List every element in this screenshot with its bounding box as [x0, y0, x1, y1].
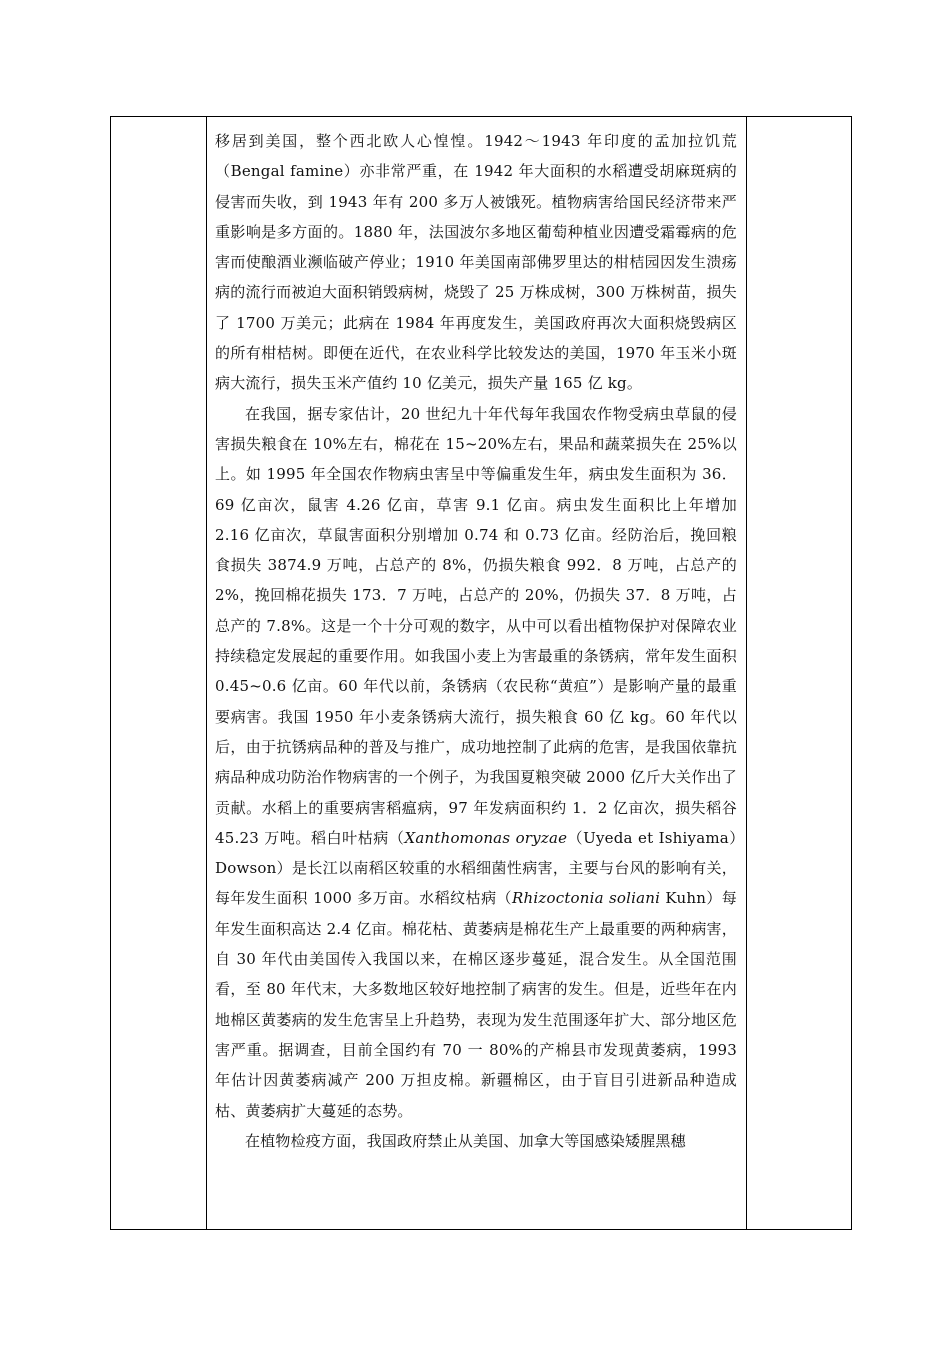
- paragraph-2-text-b: （Uyeda et Ishiyama）Dowson）是长江以南稻区较重的水稻细菌性病害，主要与台风的影响有关，每年发生面积 1000 多万亩。水稻纹枯病（: [215, 828, 737, 908]
- paragraph-3: [215, 1126, 737, 1156]
- paragraph-3-text: 在植物检疫方面，我国政府禁止从美国、加拿大等国感染矮腥黑穗: [245, 1131, 686, 1150]
- paragraph-2: [215, 399, 737, 1126]
- table-column-divider-left: [206, 117, 207, 1229]
- paragraph-1-text: 移居到美国，整个西北欧人心惶惶。1942～1943 年印度的孟加拉饥荒（Bengal famine）亦非常严重，在 1942 年大面积的水稻遭受胡麻斑病的侵害而失收，到 1943 年有 200 多万人被饿死。植物病害给国民经济带来严重影响是多方面的。1880 年，法国波尔多地区葡萄种植业因遭受霜霉病的危害而使酿酒业濒临破产停业；1910 年美国南部佛罗里达的柑桔园因发生溃疡病的流行而被迫大面积销毁病树，烧毁了 25 万株成树，300 万株树苗，损失了 1700 万美元；此病在 1984 年再度发生，美国政府再次大面积烧毁病区的所有柑桔树。即便在近代，在农业科学比较发达的美国，1970 年玉米小斑病大流行，损失玉米产值约 10 亿美元，损失产量 165 亿 kg。: [215, 132, 737, 393]
- table-column-divider-right: [746, 117, 747, 1229]
- species-name-rhizoctonia: Rhizoctonia soliani: [512, 889, 661, 908]
- paragraph-2-text-c: Kuhn）每年发生面积高达 2.4 亿亩。棉花枯、黄萎病是棉花生产上最重要的两种病害，自 30 年代由美国传入我国以来，在棉区逐步蔓延，混合发生。从全国范围看，至 80 年代末，大多数地区较好地控制了病害的发生。但是，近些年在内地棉区黄萎病的发生危害呈上升趋势，表现为发生范围逐年扩大、部分地区危害严重。据调查，目前全国约有 70 一 80%的产棉县市发现黄萎病，1993 年估计因黄萎病减产 200 万担皮棉。新疆棉区，由于盲目引进新品种造成枯、黄萎病扩大蔓延的态势。: [215, 889, 738, 1120]
- species-name-xanthomonas: Xanthomonas oryzae: [404, 828, 568, 847]
- document-table: [110, 116, 852, 1230]
- paragraph-1: [215, 126, 737, 399]
- paragraph-2-text-a: 在我国，据专家估计，20 世纪九十年代每年我国农作物受病虫草鼠的侵害损失粮食在 10%左右，棉花在 15~20%左右，果品和蔬菜损失在 25%以上。如 1995 年全国农作物病虫害呈中等偏重发生年，病虫发生面积为 36．69 亿亩次，鼠害 4.26 亿亩，草害 9.1 亿亩。病虫发生面积比上年增加 2.16 亿亩次，草鼠害面积分别增加 0.74 和 0.73 亿亩。经防治后，挽回粮食损失 3874.9 万吨，占总产的 8%，仍损失粮食 992．8 万吨，占总产的 2%，挽回棉花损失 173．7 万吨，占总产的 20%，仍损失 37．8 万吨，占总产的 7.8%。这是一个十分可观的数字，从中可以看出植物保护对保障农业持续稳定发展起的重要作用。如我国小麦上为害最重的条锈病，常年发生面积 0.45~0.6 亿亩。60 年代以前，条锈病（农民称“黄疸”）是影响产量的最重要病害。我国 1950 年小麦条锈病大流行，损失粮食 60 亿 kg。60 年代以后，由于抗锈病品种的普及与推广，成功地控制了此病的危害，是我国依靠抗病品种成功防治作物病害的一个例子，为我国夏粮突破 2000 亿斤大关作出了贡献。水稻上的重要病害稻瘟病，97 年发病面积约 1．2 亿亩次，损失稻谷 45.23 万吨。稻白叶枯病（: [215, 404, 737, 847]
- body-text-cell: [215, 126, 737, 1156]
